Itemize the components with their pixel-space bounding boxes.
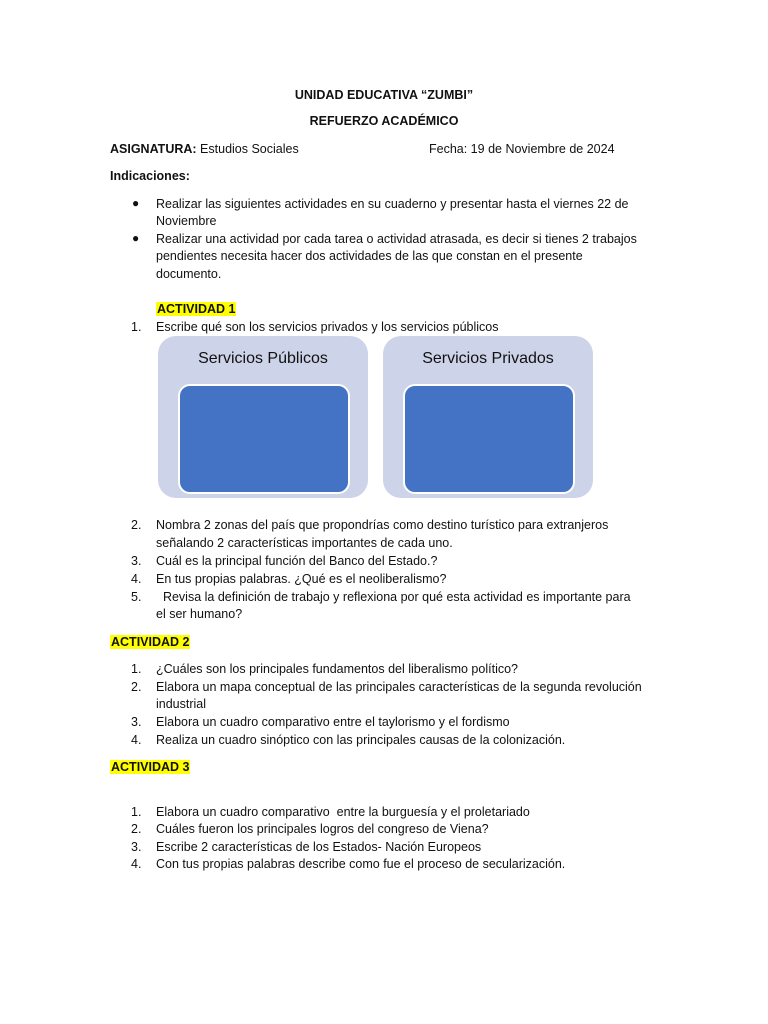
subject-value: Estudios Sociales [196, 142, 299, 156]
instructions-heading: Indicaciones: [110, 169, 190, 183]
activity-1-question-3: Cuál es la principal función del Banco del Estado.? [156, 554, 438, 568]
activity-1-question-2-line1: Nombra 2 zonas del país que propondrías como destino turístico para extranjeros [156, 518, 609, 532]
panel-title: Servicios Privados [422, 350, 554, 367]
instruction-item-1-line2: Noviembre [156, 214, 217, 228]
activity-3-question-1: Elabora un cuadro comparativo entre la burguesía y el proletariado [156, 805, 530, 819]
school-name: UNIDAD EDUCATIVA “ZUMBI” [294, 88, 474, 102]
activity-3-question-2: Cuáles fueron los principales logros del congreso de Viena? [156, 822, 489, 836]
panel-title: Servicios Públicos [198, 350, 328, 367]
activity-1-question-5-line1: Revisa la definición de trabajo y reflexiona por qué esta actividad es importante para [156, 590, 631, 604]
bullet-dot-icon: ● [132, 231, 140, 245]
date-text: Fecha: 19 de Noviembre de 2024 [429, 142, 615, 156]
activity-3-heading: ACTIVIDAD 3 [111, 760, 190, 774]
activity-2-question-1: ¿Cuáles son los principales fundamentos del liberalismo político? [156, 662, 518, 676]
activity-1-question-4: En tus propias palabras. ¿Qué es el neoliberalismo? [156, 572, 447, 586]
question-number: 3. [131, 554, 142, 568]
bullet-dot-icon: ● [132, 196, 140, 210]
instruction-item-2-line1: Realizar una actividad por cada tarea o actividad atrasada, es decir si tienes 2 trabajos [156, 232, 637, 246]
activity-1-question-1: Escribe qué son los servicios privados y los servicios públicos [156, 320, 499, 334]
subject-line [110, 142, 299, 156]
panel-servicios-privados [383, 336, 593, 498]
subject-label: ASIGNATURA: [110, 142, 197, 156]
question-number: 2. [131, 822, 142, 836]
question-number: 3. [131, 840, 142, 854]
question-number: 4. [131, 572, 142, 586]
activity-1-question-2-line2: señalando 2 características importantes de cada uno. [156, 536, 453, 550]
answer-box[interactable] [403, 384, 575, 494]
question-number: 2. [131, 680, 142, 694]
activity-2-question-2-line1: Elabora un mapa conceptual de las principales características de la segunda revolución [156, 680, 642, 694]
activity-1-question-5-line2: el ser humano? [156, 607, 243, 621]
activity-3-question-4: Con tus propias palabras describe como fue el proceso de secularización. [156, 857, 566, 871]
activity-2-question-3: Elabora un cuadro comparativo entre el taylorismo y el fordismo [156, 715, 510, 729]
instruction-item-2-line2: pendientes necesita hacer dos actividades de las que constan en el presente [156, 249, 583, 263]
question-number: 3. [131, 715, 142, 729]
document-title: REFUERZO ACADÉMICO [309, 114, 459, 128]
activity-3-question-3: Escribe 2 características de los Estados- Nación Europeos [156, 840, 482, 854]
instruction-item-1-line1: Realizar las siguientes actividades en su cuaderno y presentar hasta el viernes 22 de [156, 197, 629, 211]
activity-2-question-4: Realiza un cuadro sinóptico con las principales causas de la colonización. [156, 733, 566, 747]
question-number: 1. [131, 805, 142, 819]
question-number: 1. [131, 662, 142, 676]
answer-box[interactable] [178, 384, 350, 494]
activity-1-heading: ACTIVIDAD 1 [157, 302, 236, 316]
panel-servicios-publicos [158, 336, 368, 498]
activity-2-heading: ACTIVIDAD 2 [111, 635, 190, 649]
question-number: 2. [131, 518, 142, 532]
question-number: 4. [131, 857, 142, 871]
instruction-item-2-line3: documento. [156, 267, 222, 281]
question-number: 1. [131, 320, 142, 334]
activity-2-question-2-line2: industrial [156, 697, 207, 711]
question-number: 5. [131, 590, 142, 604]
question-number: 4. [131, 733, 142, 747]
